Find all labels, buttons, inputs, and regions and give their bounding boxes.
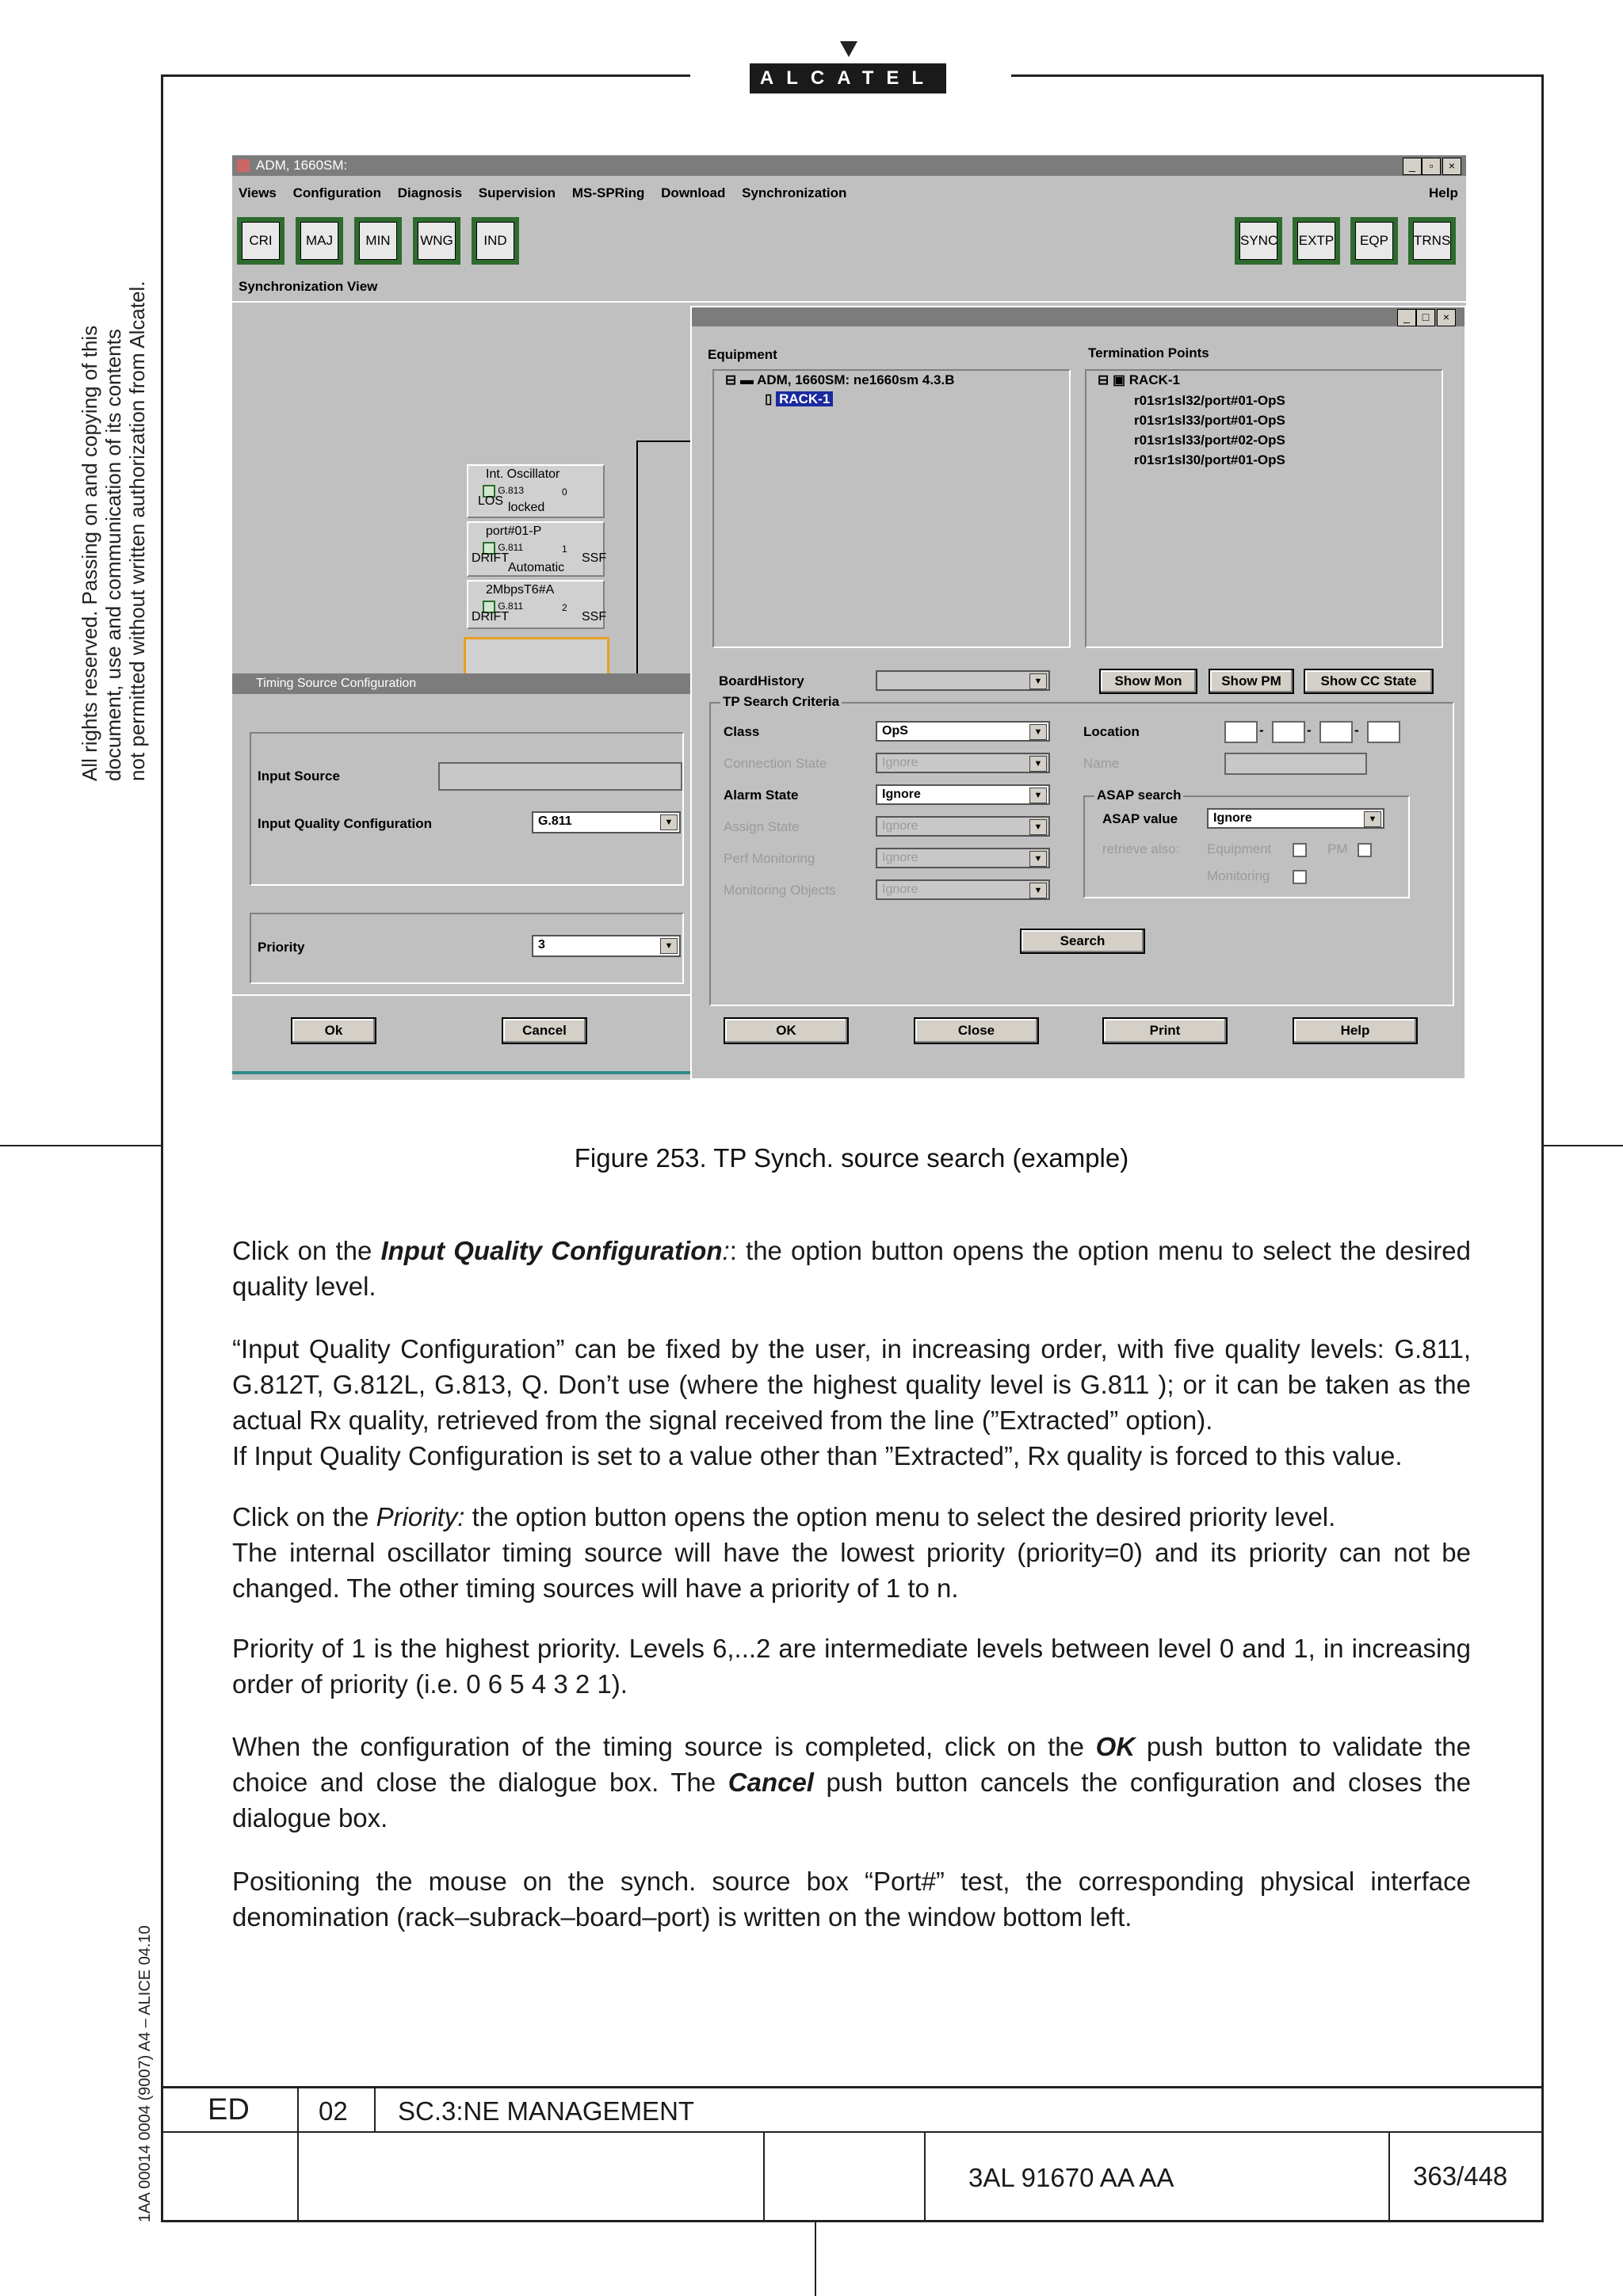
priority-label: Priority (258, 940, 305, 955)
logo-triangle-icon (840, 41, 857, 57)
location-field-2[interactable] (1272, 721, 1305, 743)
board-history-label: BoardHistory (719, 673, 804, 688)
iqc-select[interactable] (532, 811, 681, 833)
footer-ed-number: 02 (319, 2096, 348, 2126)
assign-state-value: Ignore (882, 819, 918, 833)
extp-button[interactable] (1293, 217, 1340, 265)
footer-page: 363/448 (1413, 2161, 1508, 2191)
view-title: Synchronization View (239, 279, 378, 294)
asap-value-label: ASAP value (1102, 811, 1178, 826)
equipment-child-label: RACK-1 (776, 391, 833, 406)
footer-ed: ED (208, 2093, 250, 2126)
timing-dialog-title: Timing Source Configuration (256, 677, 417, 690)
monitoring-checkbox[interactable] (1293, 870, 1307, 884)
osc-los: LOS (478, 494, 504, 508)
app-icon (237, 159, 250, 172)
name-label: Name (1083, 756, 1120, 771)
search-button[interactable]: Search (1020, 929, 1145, 954)
side-code: 1AA 00014 0004 (9007) A4 – ALICE 04.10 (136, 1925, 154, 2222)
alarm-state-select[interactable] (876, 784, 1050, 805)
alarm-min-label: MIN (359, 222, 397, 260)
close-icon[interactable]: × (1437, 309, 1456, 326)
p2b-text: If Input Quality Configuration is set to a value other than ”Extracted”, Rx quality is forced to this value. (232, 1441, 1403, 1470)
close-icon[interactable]: × (1442, 158, 1461, 175)
timing-cancel-button[interactable]: Cancel (502, 1017, 587, 1044)
side-notice-line2: document, use and communication of its contents (101, 329, 125, 781)
iqc-label: Input Quality Configuration (258, 816, 433, 831)
p5-text-a: When the configuration of the timing source is completed, click on the (232, 1732, 1096, 1761)
chevron-down-icon[interactable]: ▼ (1029, 673, 1047, 689)
equipment-root[interactable]: ⊟ ▬ ADM, 1660SM: ne1660sm 4.3.B (725, 372, 955, 387)
connection-state-label: Connection State (724, 756, 827, 771)
window-bottom-border (232, 1071, 690, 1074)
chevron-down-icon[interactable]: ▼ (1029, 851, 1047, 867)
minimize-icon[interactable]: _ (1403, 158, 1422, 175)
paragraph-6: Positioning the mouse on the synch. source box “Port#” test, the corresponding physical interface denomination (rack–subrack–board–port) is written on the window bottom left. (232, 1867, 1471, 1932)
p3-text-c: the option button opens the option menu to select the desired priority level. (464, 1502, 1336, 1531)
tp-search-dialog (690, 306, 1466, 1080)
alarm-ind-button[interactable] (472, 217, 519, 265)
chevron-down-icon[interactable]: ▼ (1029, 724, 1047, 740)
main-window-titlebar (232, 155, 1466, 176)
perf-monitoring-value: Ignore (882, 851, 918, 864)
p5-cancel: Cancel (727, 1768, 814, 1797)
location-field-4[interactable] (1367, 721, 1400, 743)
tp-root[interactable]: ⊟ ▣ RACK-1 (1098, 372, 1180, 387)
frame-left (161, 74, 163, 2222)
sync-label: SYNC (1239, 222, 1277, 260)
footer-bottom-line (161, 2220, 1544, 2222)
paragraph-4: Priority of 1 is the highest priority. Levels 6,...2 are intermediate levels between level 0 and 1, in increasing order of priority (i.e. 0 6 5 4 3 2 1). (232, 1634, 1471, 1699)
equipment-label: Equipment (708, 347, 777, 362)
tp-label: Termination Points (1088, 345, 1209, 360)
p2-text: “Input Quality Configuration” can be fixed by the user, in increasing order, with five quality levels: G.811, G.812T, G.812L, G.813, Q. Don’t use (where the highest quality level is G.811 ); or it can be taken as the actual Rx quality, retrieved from the signal received from the line (”Extracted” option). (232, 1334, 1471, 1435)
perf-monitoring-label: Perf Monitoring (724, 851, 815, 866)
chevron-down-icon[interactable]: ▼ (660, 938, 678, 954)
menubar (239, 185, 859, 201)
monitoring-objects-value: Ignore (882, 883, 918, 896)
mbps-priority: 2 (562, 602, 567, 613)
monitoring-objects-label: Monitoring Objects (724, 883, 836, 898)
p1-text-a: Click on the (232, 1236, 381, 1265)
location-separator: - (1354, 723, 1359, 738)
node-port01[interactable] (467, 521, 605, 577)
p3-text-a: Click on the (232, 1502, 376, 1531)
frame-top-right (1011, 74, 1544, 77)
alarm-state-label: Alarm State (724, 788, 799, 803)
view-divider (232, 301, 1466, 303)
osc-priority: 0 (562, 486, 567, 498)
pm-checkbox-label: PM (1327, 841, 1348, 856)
tp-root-label: RACK-1 (1128, 372, 1180, 387)
class-select[interactable] (876, 721, 1050, 742)
menu-help[interactable]: Help (1429, 185, 1458, 200)
input-group-box (250, 732, 684, 886)
eqp-label: EQP (1355, 222, 1393, 260)
tp-help-button[interactable]: Help (1293, 1017, 1418, 1044)
equipment-checkbox[interactable] (1293, 843, 1307, 857)
asap-title: ASAP search (1094, 788, 1183, 803)
sync-connector-top (636, 441, 692, 442)
footer-doc-code: 3AL 91670 AA AA (968, 2163, 1174, 2192)
alarm-cri-button[interactable] (237, 217, 285, 265)
footer-col-4 (924, 2131, 926, 2221)
chevron-down-icon[interactable]: ▼ (1364, 811, 1381, 827)
paragraph-5 (232, 1729, 1471, 1836)
sync-button[interactable] (1235, 217, 1282, 265)
alarm-wng-label: WNG (418, 222, 456, 260)
main-window-title: ADM, 1660SM: (256, 158, 348, 173)
monitoring-checkbox-label: Monitoring (1207, 868, 1270, 883)
asap-value-select[interactable] (1207, 808, 1384, 829)
timing-dialog (232, 673, 690, 1080)
footer-mid-line (161, 2131, 1544, 2133)
criteria-title: TP Search Criteria (720, 694, 842, 710)
frame-right (1541, 74, 1544, 2222)
port-quality: G.811 (498, 542, 524, 553)
class-label: Class (724, 724, 760, 739)
osc-quality: G.813 (498, 485, 525, 496)
pm-checkbox[interactable] (1358, 843, 1372, 857)
show-cc-state-button[interactable]: Show CC State (1304, 669, 1434, 694)
alcatel-logo: ALCATEL (750, 63, 946, 93)
p5-ok: OK (1095, 1732, 1136, 1761)
assign-state-select[interactable] (876, 816, 1050, 837)
figure-caption: Figure 253. TP Synch. source search (example) (574, 1143, 1129, 1173)
footer-top-line (161, 2086, 1544, 2088)
node-2mbps[interactable] (467, 580, 605, 629)
fold-mark-right (1544, 1145, 1623, 1146)
input-source-label: Input Source (258, 769, 340, 784)
mbps-ssf: SSF (582, 610, 607, 624)
menu-configuration[interactable]: Configuration (292, 185, 382, 200)
tp-item[interactable]: r01sr1sl33/port#02-OpS (1134, 433, 1285, 448)
location-separator: - (1307, 723, 1312, 738)
tp-print-button[interactable]: Print (1102, 1017, 1228, 1044)
equipment-checkbox-label: Equipment (1207, 841, 1272, 856)
priority-value: 3 (538, 938, 545, 952)
alarm-wng-button[interactable] (413, 217, 460, 265)
assign-state-label: Assign State (724, 819, 800, 834)
port-mode: Automatic (508, 561, 565, 574)
perf-monitoring-select[interactable] (876, 848, 1050, 868)
tp-item[interactable]: r01sr1sl32/port#01-OpS (1134, 393, 1285, 408)
menu-synchronization[interactable]: Synchronization (742, 185, 847, 200)
tp-item[interactable]: r01sr1sl30/port#01-OpS (1134, 452, 1285, 467)
equipment-child[interactable]: ▯ RACK-1 (765, 391, 833, 407)
footer-col-3 (763, 2131, 765, 2221)
trns-label: TRNS (1413, 222, 1451, 260)
alarm-maj-label: MAJ (300, 222, 338, 260)
p3b-text: The internal oscillator timing source will have the lowest priority (priority=0) and its priority can not be changed. The other timing sources will have a priority of 1 to n. (232, 1538, 1471, 1603)
retrieve-also-label: retrieve also: (1102, 841, 1180, 856)
port-priority: 1 (562, 543, 567, 555)
menu-supervision[interactable]: Supervision (478, 185, 556, 200)
maximize-icon[interactable]: ▫ (1422, 158, 1441, 175)
tp-tree[interactable] (1085, 369, 1443, 648)
paragraph-3 (232, 1499, 1471, 1606)
location-label: Location (1083, 724, 1140, 739)
menu-diagnosis[interactable]: Diagnosis (397, 185, 463, 200)
menu-views[interactable]: Views (239, 185, 277, 200)
p5-text-e: push button cancels the configuration and closes the dialogue box. (232, 1768, 1471, 1833)
paragraph-2 (232, 1331, 1471, 1474)
connection-state-select[interactable] (876, 753, 1050, 773)
port-ssf: SSF (582, 551, 607, 565)
ui-screenshot (232, 155, 1466, 1080)
p1-text-c: : the option button opens the option menu to select the desired quality level. (232, 1236, 1471, 1301)
class-value: OpS (882, 724, 908, 738)
frame-top-left (161, 74, 690, 77)
name-field[interactable] (1224, 753, 1367, 775)
alarm-maj-button[interactable] (296, 217, 343, 265)
mbps-quality: G.811 (498, 601, 524, 612)
chevron-down-icon[interactable]: ▼ (1029, 819, 1047, 835)
dialog-divider (232, 994, 690, 996)
mbps-drift: DRIFT (472, 610, 510, 624)
alarm-min-button[interactable] (354, 217, 402, 265)
maximize-icon[interactable]: □ (1416, 309, 1435, 326)
connection-state-value: Ignore (882, 756, 918, 769)
port-drift: DRIFT (472, 551, 510, 565)
node-selected-empty[interactable] (464, 637, 609, 678)
chevron-down-icon[interactable]: ▼ (1029, 883, 1047, 898)
menu-download[interactable]: Download (661, 185, 726, 200)
chevron-down-icon[interactable]: ▼ (660, 814, 678, 830)
eqp-button[interactable] (1350, 217, 1398, 265)
osc-state: locked (508, 501, 545, 514)
p3-emphasis: Priority: (376, 1502, 465, 1531)
timing-ok-button[interactable]: Ok (291, 1017, 376, 1044)
paragraph-1: Click on the Input Quality Configuration:: the option button opens the option menu to select the desired quality level. (232, 1236, 1471, 1301)
fold-mark-left (0, 1145, 161, 1146)
trns-button[interactable] (1408, 217, 1456, 265)
location-field-3[interactable] (1319, 721, 1353, 743)
board-history-select[interactable] (876, 670, 1050, 691)
show-pm-button[interactable]: Show PM (1209, 669, 1294, 694)
side-notice (78, 280, 149, 781)
iqc-value: G.811 (538, 814, 572, 828)
location-separator: - (1259, 723, 1264, 738)
p5-text-c: push button to validate the choice and close the dialogue box. The (232, 1732, 1471, 1797)
side-notice-line3: not permitted without written authorization from Alcatel. (125, 280, 149, 781)
minimize-icon[interactable]: _ (1397, 309, 1416, 326)
node-int-oscillator[interactable] (467, 464, 605, 518)
asap-value: Ignore (1213, 811, 1252, 825)
show-mon-button[interactable]: Show Mon (1099, 669, 1197, 694)
footer-col-1 (297, 2086, 299, 2221)
extp-label: EXTP (1297, 222, 1335, 260)
alarm-cri-label: CRI (242, 222, 280, 260)
input-source-field[interactable] (438, 762, 682, 791)
p1-emphasis: Input Quality Configuration (380, 1236, 723, 1265)
menu-ms-spring[interactable]: MS-SPRing (571, 185, 645, 200)
timing-dialog-titlebar (232, 673, 690, 694)
monitoring-objects-select[interactable] (876, 879, 1050, 900)
equipment-tree[interactable] (712, 369, 1071, 648)
footer-col-5 (1388, 2131, 1390, 2221)
location-field-1[interactable] (1224, 721, 1258, 743)
osc-title: Int. Oscillator (486, 467, 560, 481)
chevron-down-icon[interactable]: ▼ (1029, 788, 1047, 803)
tp-item[interactable]: r01sr1sl33/port#01-OpS (1134, 413, 1285, 428)
chevron-down-icon[interactable]: ▼ (1029, 756, 1047, 772)
equipment-root-label: ADM, 1660SM: ne1660sm 4.3.B (757, 372, 955, 387)
port-title: port#01-P (486, 524, 542, 538)
side-notice-line1: All rights reserved. Passing on and copying of this (78, 325, 101, 781)
footer-section: SC.3:NE MANAGEMENT (398, 2096, 695, 2126)
footer-stub (815, 2222, 816, 2296)
footer-col-2 (374, 2086, 376, 2132)
alarm-ind-label: IND (476, 222, 514, 260)
tp-close-button[interactable]: Close (914, 1017, 1039, 1044)
alarm-state-value: Ignore (882, 788, 921, 801)
mbps-title: 2MbpsT6#A (486, 583, 555, 597)
priority-select[interactable] (532, 935, 681, 957)
tp-dialog-titlebar (692, 307, 1465, 326)
tp-ok-button[interactable]: OK (724, 1017, 849, 1044)
